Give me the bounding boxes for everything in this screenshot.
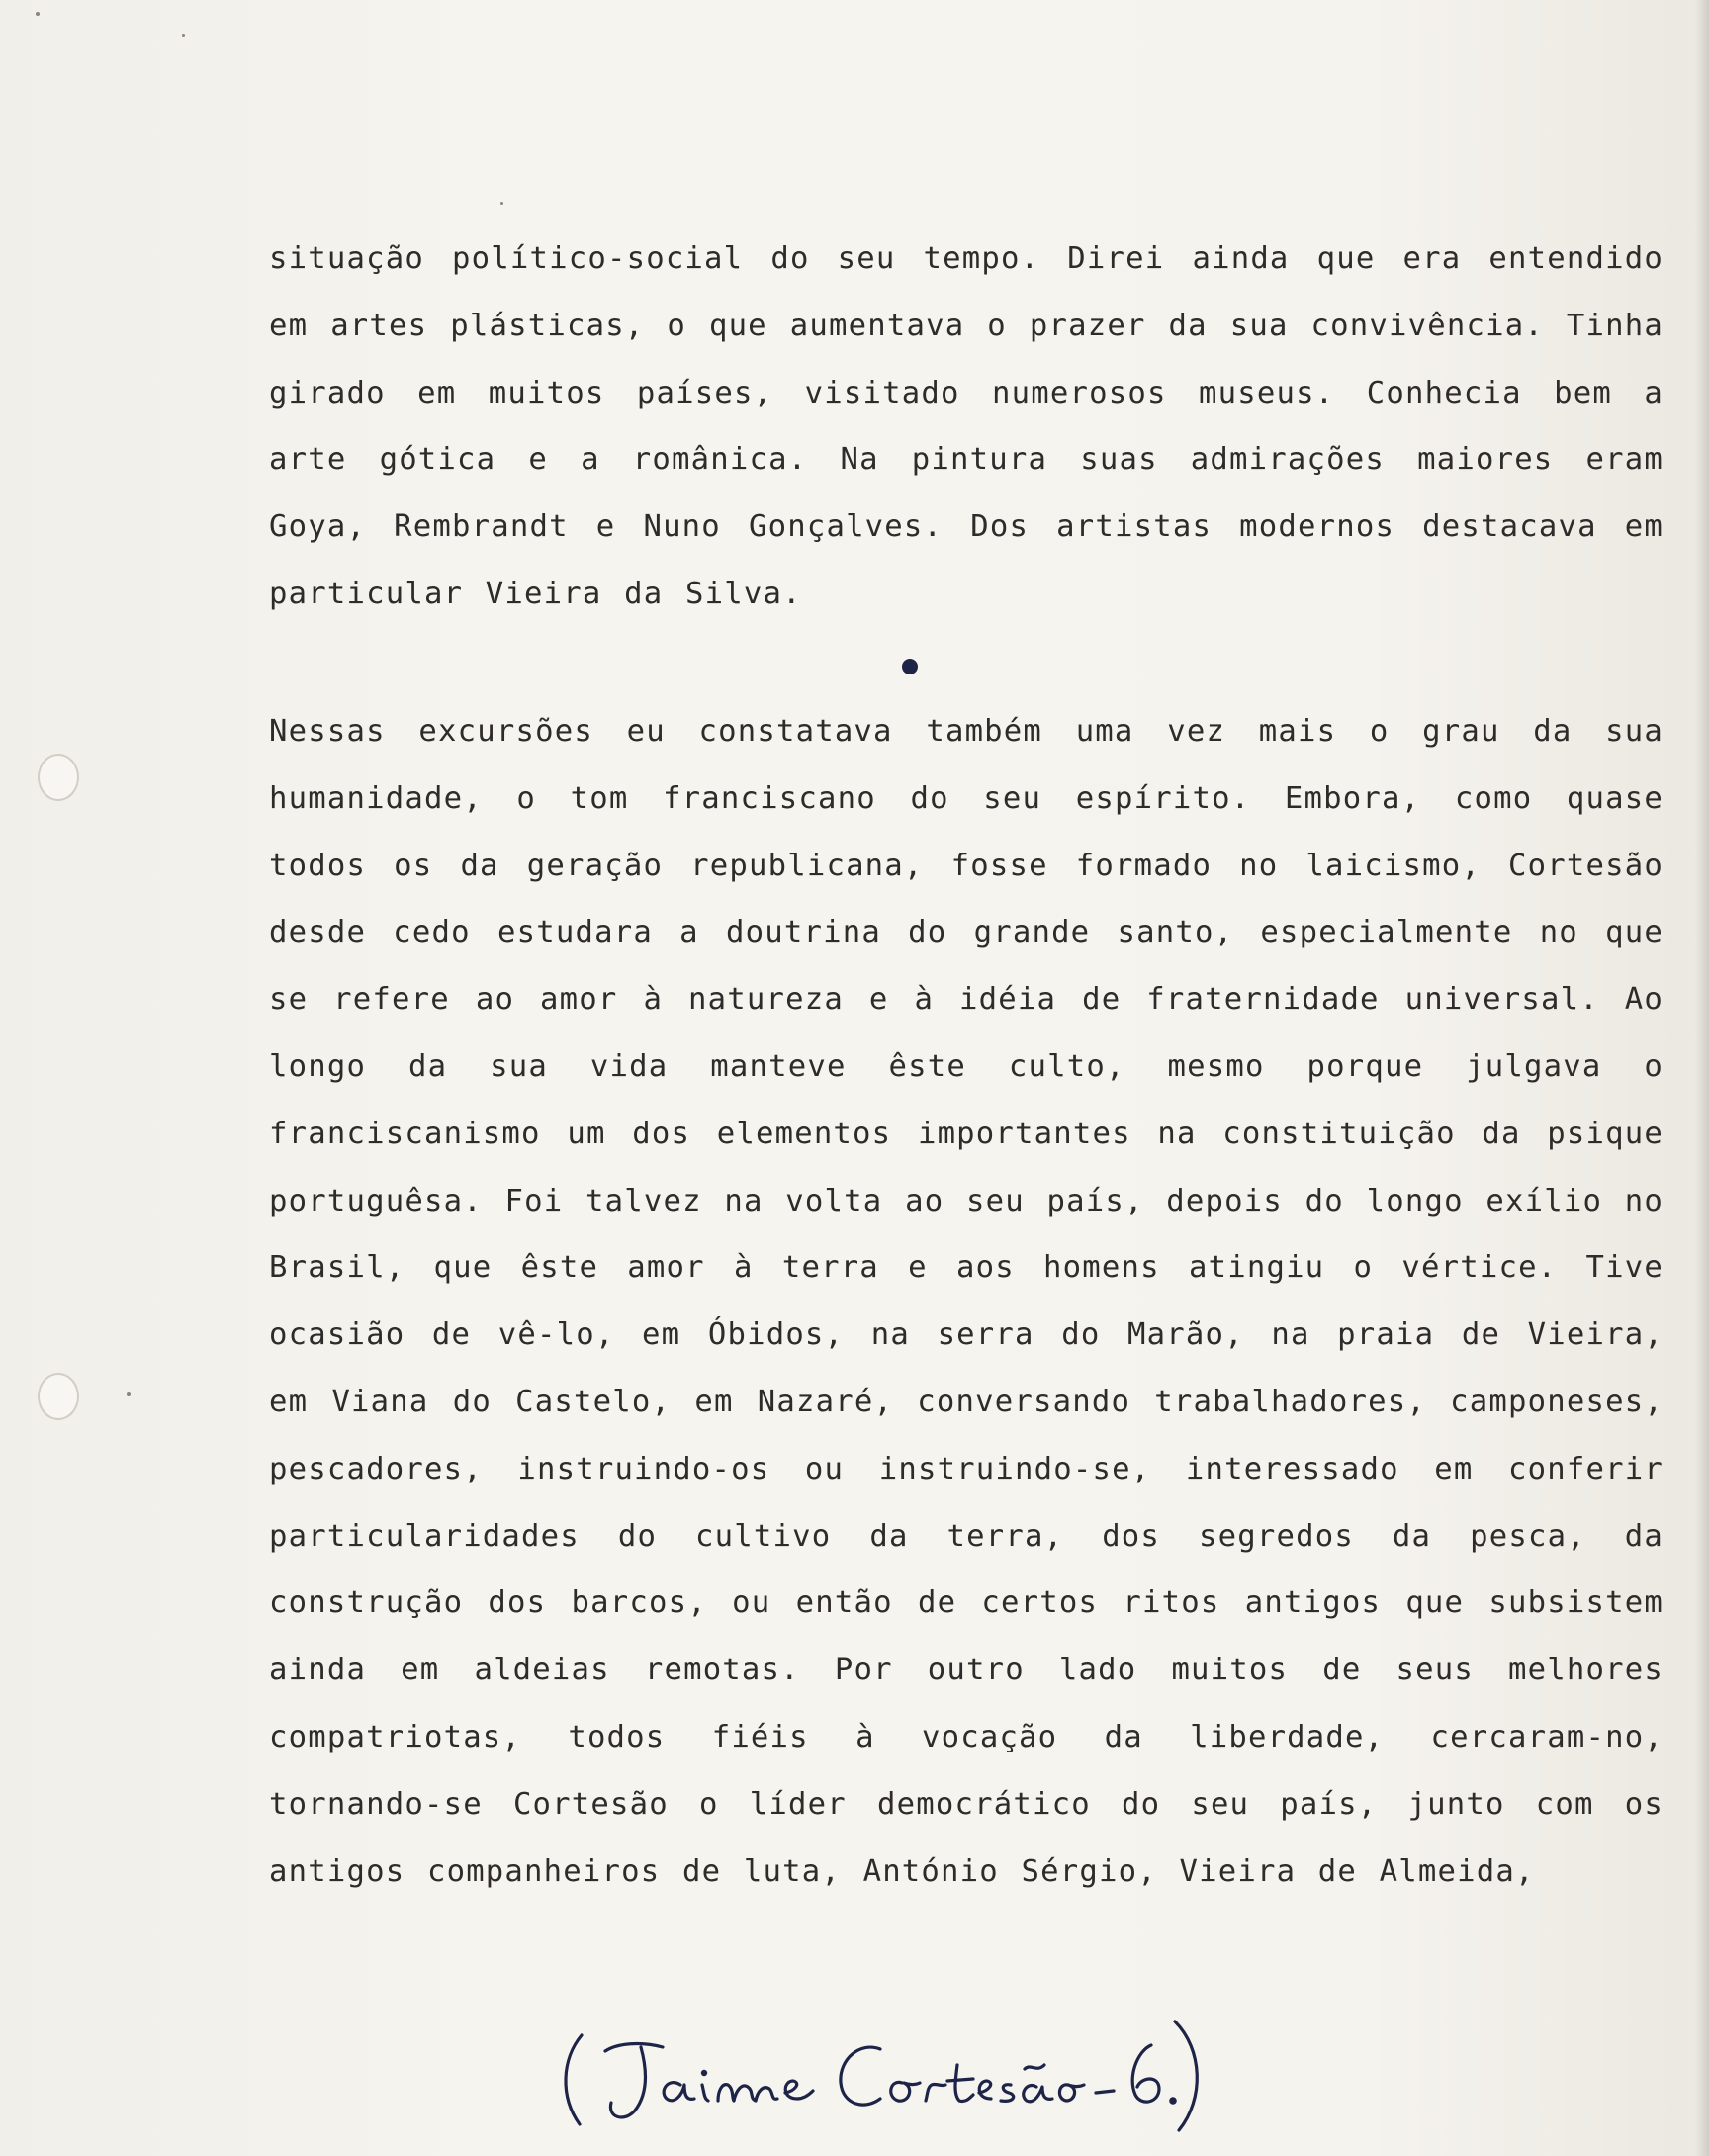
paper-speck	[500, 202, 503, 205]
handwritten-note-drawing	[554, 2008, 1207, 2136]
paper-speck	[182, 34, 185, 37]
handwritten-note	[554, 2008, 1207, 2136]
page-edge-shadow	[1695, 0, 1709, 2156]
paper-speck	[127, 1392, 131, 1396]
paper-speck	[36, 12, 40, 16]
paragraph-1: situação político-social do seu tempo. Direi ainda que era entendido em artes plásticas, o que aumentava o prazer da sua convivência. Tinha girado em muitos países, visitado numerosos museus. Conhecia bem a arte gótica e a românica. Na pintura suas admirações maiores eram Goya, Rembrandt e Nuno Gonçalves. Dos artistas modernos destacava em particular Vieira da Silva.	[269, 241, 1664, 611]
paragraph-2: Nessas excursões eu constatava também uma vez mais o grau da sua humanidade, o tom franciscano do seu espírito. Embora, como quase todos os da geração republicana, fosse formado no laicismo, Cortesão desde cedo estudara a doutrina do grande santo, especialmente no que se refere ao amor à natureza e à idéia de fraternidade universal. Ao longo da sua vida manteve êste culto, mesmo porque julgava o franciscanismo um dos elementos importantes na constituição da psique portuguêsa. Foi talvez na volta ao seu país, depois do longo exílio no Brasil, que êste amor à terra e aos homens atingiu o vértice. Tive ocasião de vê-lo, em Óbidos, na serra do Marão, na praia de Vieira, em Viana do Castelo, em Nazaré, conversando trabalhadores, camponeses, pescadores, instruindo-os ou instruindo-se, interessado em conferir particularidades do cultivo da terra, dos segredos da pesca, da construção dos barcos, ou então de certos ritos antigos que subsistem ainda em aldeias remotas. Por outro lado muitos de seus melhores compatriotas, todos fiéis à vocação da liberdade, cercaram-no, tornando-se Cortesão o líder democrático do seu país, junto com os antigos companheiros de luta, António Sérgio, Vieira de Almeida,	[269, 714, 1664, 1889]
ink-bullet-mark	[902, 659, 918, 674]
punch-hole-top	[38, 754, 79, 801]
punch-hole-bottom	[38, 1373, 79, 1420]
